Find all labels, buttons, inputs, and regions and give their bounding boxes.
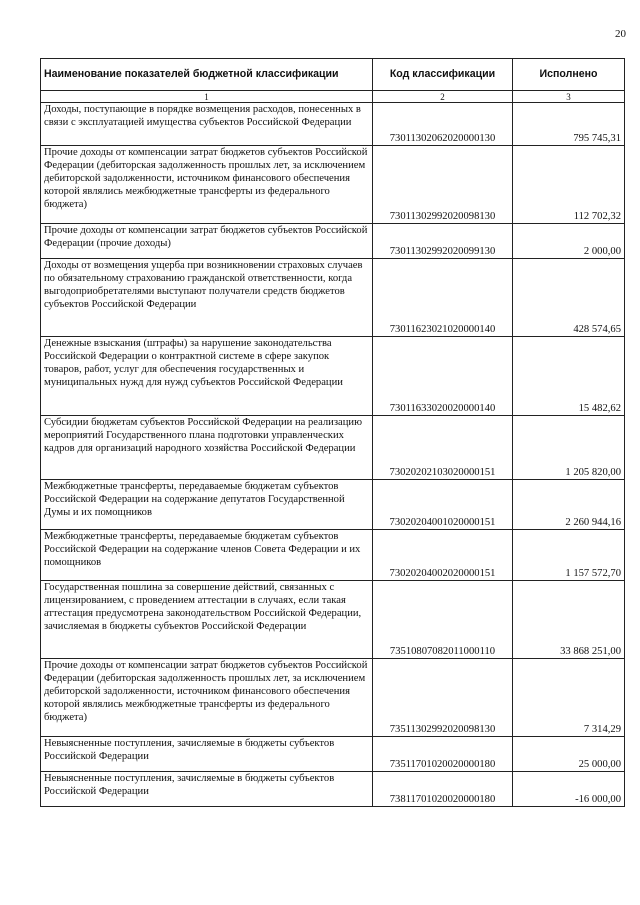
row-name: Невыясненные поступления, зачисляемые в бюджеты субъектов Российской Федерации: [41, 772, 373, 807]
row-amount: 25 000,00: [513, 737, 625, 772]
row-code: 73011623021020000140: [373, 259, 513, 337]
table-row: [41, 146, 625, 224]
row-amount: 795 745,31: [513, 103, 625, 146]
row-amount: 2 000,00: [513, 224, 625, 259]
table-row: [41, 416, 625, 480]
column-number: 3: [513, 91, 625, 103]
table-row: [41, 530, 625, 581]
header-code: Код классификации: [373, 59, 513, 91]
table-row: [41, 103, 625, 146]
column-number-row: [41, 91, 625, 103]
table-row: [41, 772, 625, 807]
table-row: [41, 259, 625, 337]
row-name: Невыясненные поступления, зачисляемые в бюджеты субъектов Российской Федерации: [41, 737, 373, 772]
row-name: Прочие доходы от компенсации затрат бюджетов субъектов Российской Федерации (дебиторская задолженность прошлых лет, за исключением дебиторской задолженности, источником финансового обеспечения которой являлись межбюджетные трансферты из федерального бюджета): [41, 146, 373, 224]
row-amount: 2 260 944,16: [513, 480, 625, 530]
row-name: Государственная пошлина за совершение действий, связанных с лицензированием, с проведением аттестации в случаях, если такая аттестация предусмотрена законодательством Российской Федерации, зачисляемая в бюджеты субъектов Российской Федерации: [41, 581, 373, 659]
row-amount: 1 205 820,00: [513, 416, 625, 480]
row-code: 73020204002020000151: [373, 530, 513, 581]
row-code: 73011302992020098130: [373, 146, 513, 224]
header-executed: Исполнено: [513, 59, 625, 91]
table-row: [41, 581, 625, 659]
table-row: [41, 337, 625, 416]
row-name: Межбюджетные трансферты, передаваемые бюджетам субъектов Российской Федерации на содержание членов Совета Федерации и их помощников: [41, 530, 373, 581]
table-row: [41, 737, 625, 772]
column-number: 2: [373, 91, 513, 103]
column-number: 1: [41, 91, 373, 103]
row-code: 73511302992020098130: [373, 659, 513, 737]
row-code: 73511701020020000180: [373, 737, 513, 772]
table-header-row: [41, 59, 625, 91]
row-name: Прочие доходы от компенсации затрат бюджетов субъектов Российской Федерации (прочие доходы): [41, 224, 373, 259]
row-code: 73020202103020000151: [373, 416, 513, 480]
row-code: 73011302992020099130: [373, 224, 513, 259]
row-code: 73020204001020000151: [373, 480, 513, 530]
page-number: 20: [615, 28, 626, 40]
table-row: [41, 480, 625, 530]
row-amount: 1 157 572,70: [513, 530, 625, 581]
row-name: Межбюджетные трансферты, передаваемые бюджетам субъектов Российской Федерации на содержание депутатов Государственной Думы и их помощников: [41, 480, 373, 530]
budget-table: [40, 58, 625, 807]
header-name: Наименование показателей бюджетной классификации: [41, 59, 373, 91]
row-amount: 15 482,62: [513, 337, 625, 416]
row-amount: 428 574,65: [513, 259, 625, 337]
table-row: [41, 659, 625, 737]
table-row: [41, 224, 625, 259]
row-code: 73011633020020000140: [373, 337, 513, 416]
row-amount: -16 000,00: [513, 772, 625, 807]
row-name: Субсидии бюджетам субъектов Российской Федерации на реализацию мероприятий Государственного плана подготовки управленческих кадров для организаций народного хозяйства Российской Федерации: [41, 416, 373, 480]
row-name: Доходы от возмещения ущерба при возникновении страховых случаев по обязательному страхованию гражданской ответственности, когда выгодоприобретателями выступают получатели средств бюджетов субъектов Российской Федерации: [41, 259, 373, 337]
row-amount: 112 702,32: [513, 146, 625, 224]
row-code: 73811701020020000180: [373, 772, 513, 807]
row-name: Денежные взыскания (штрафы) за нарушение законодательства Российской Федерации о контрактной системе в сфере закупок товаров, работ, услуг для обеспечения государственных и муниципальных нужд для нужд субъектов Российской Федерации: [41, 337, 373, 416]
row-name: Прочие доходы от компенсации затрат бюджетов субъектов Российской Федерации (дебиторская задолженность прошлых лет, за исключением дебиторской задолженности, источником финансового обеспечения которой являлись межбюджетные трансферты из федерального бюджета): [41, 659, 373, 737]
row-name: Доходы, поступающие в порядке возмещения расходов, понесенных в связи с эксплуатацией имущества субъектов Российской Федерации: [41, 103, 373, 146]
row-code: 73510807082011000110: [373, 581, 513, 659]
row-code: 73011302062020000130: [373, 103, 513, 146]
row-amount: 33 868 251,00: [513, 581, 625, 659]
row-amount: 7 314,29: [513, 659, 625, 737]
